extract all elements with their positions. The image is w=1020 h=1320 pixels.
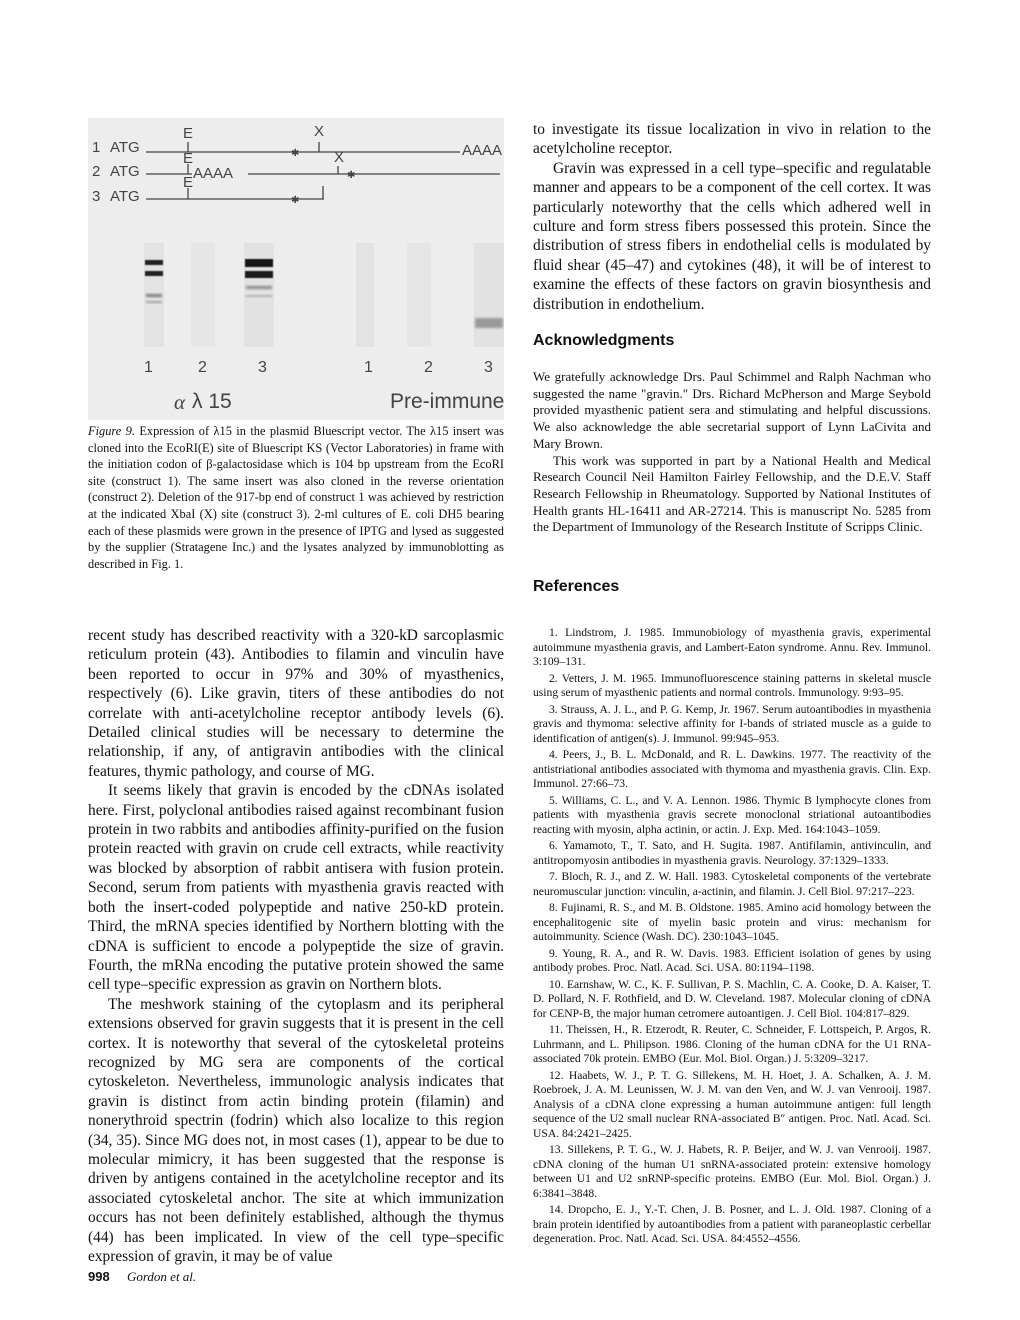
reference-item: 7. Bloch, R. J., and Z. W. Hall. 1983. Cytoskeletal components of the vertebrate neuromuscular junction: vinculin, a-actinin, and filamin. J. Cell Biol. 97:217–223. — [533, 870, 931, 898]
lane-preimmune-1 — [356, 243, 374, 347]
xbai-site-label: X — [334, 149, 345, 166]
acknowledgments-paragraph: This work was supported in part by a National Health and Medical Research Council Neil Hamilton Fairley Fellowship, and the D.E.V. Staff Research Fellowship in Rheumatology. Supported by National Institutes of Health grants HL-16411 and AR-27214. This is manuscript No. 5285 from the Department of Immunology of the Research Institute of Scripps Clinic. — [533, 452, 931, 535]
running-head: Gordon et al. — [126, 1269, 197, 1284]
right-column-body — [533, 120, 931, 314]
lane-2 — [191, 243, 215, 347]
cut-mark: ✱ — [291, 195, 300, 206]
panel-label-right: Pre-immune — [390, 390, 504, 413]
figure-caption-lead: Figure 9. — [88, 424, 135, 438]
reference-item: 9. Young, R. A., and R. W. Davis. 1983. Efficient isolation of genes by using antibody probes. Proc. Natl. Acad. Sci. USA. 80:1194–1198. — [533, 946, 931, 974]
figure-caption — [88, 423, 504, 572]
cut-mark: ✱ — [347, 170, 356, 181]
reference-item: 1. Lindstrom, J. 1985. Immunobiology of myasthenia gravis, experimental autoimmune myasthenia gravis, and Lambert-Eaton syndrome. Annu. Rev. Immunol. 3:109–131. — [533, 626, 931, 668]
lane-number: 2 — [424, 359, 433, 376]
reference-item: 5. Williams, C. L., and V. A. Lennon. 1986. Thymic B lymphocyte clones from patients with myasthenia gravis secrete monoclonal striational autoantibodies reacting with myosin, alpha actinin, or actin. J. Exp. Med. 164:1043–1059. — [533, 793, 931, 836]
acknowledgments-heading: Acknowledgments — [533, 332, 675, 349]
body-paragraph: recent study has described reactivity with a 320-kD sarcoplasmic reticulum protein (43). Antibodies to filamin and vinculin have been reported to occur in 97% and 30% of myasthenics, respectively (6). Like gravin, titers of these antibodies do not correlate with anti-acetylcholine receptor antibody levels (6). Detailed clinical studies will be necessary to determine the relationship, if any, of antigravin antibodies with the clinical features, thymic pathology, and course of MG. — [88, 627, 504, 780]
blot-lanes — [144, 243, 504, 347]
body-paragraph: The meshwork staining of the cytoplasm and its peripheral extensions observed for gravin suggests that it is present in the cell cortex. It is noteworthy that several of the cytoskeletal proteins recognized by MG sera are components of the cortical cytoskeleton. Nevertheless, immunologic analysis indicates that gravin is distinct from actin binding protein (filamin) and nonerythroid spectrin (fodrin) which also localize to this region (34, 35). Since MG does not, in most cases (1), appear to be due to molecular mimicry, it has been suggested that the response is driven by antigens contained in the acetylcholine receptor and its associated cytoskeletal anchor. The site at which immunization occurs has not been definitely established, although the thymus (44) has been implicated. In view of the cell type–specific expression of gravin, it may be of value — [88, 995, 504, 1265]
reference-item: 6. Yamamoto, T., T. Sato, and H. Sugita. 1987. Antifilamin, antivinculin, and antitropomyosin antibodies in myasthenia gravis. Neurology. 37:1329–1333. — [533, 839, 931, 867]
page-number: 998 — [88, 1269, 110, 1284]
reference-item: 3. Strauss, A. J. L., and P. G. Kemp, Jr. 1967. Serum autoantibodies in myasthenia gravis and thymoma: selective affinity for I-bands of striated muscle as a guide to identification of antigen(s). J. Immunol. 99:945–953. — [533, 702, 931, 745]
reference-item: 14. Dropcho, E. J., Y.-T. Chen, J. B. Posner, and L. J. Old. 1987. Cloning of a brain protein identified by autoantibodies from a patient with paraneoplastic cerbellar degeneration. Proc. Natl. Acad. Sci. USA. 84:4552–4556. — [533, 1203, 931, 1245]
body-paragraph: It seems likely that gravin is encoded by the cDNAs isolated here. First, polyclonal antibodies raised against recombinant fusion protein in two rabbits and antibodies affinity-purified on the fusion protein reacted with gravin on crude cell extracts, while reactivity was blocked by absorption of rabbit antisera with fusion protein. Second, serum from patients with myasthenia gravis reacted with both the insert-coded polypeptide and native 250-kD protein. Third, the mRNA species identified by Northern blotting with the cDNA is sufficient to encode a polypeptide the size of gravin. Fourth, the mRNa encoding the putative protein showed the same cell type–specific expression as gravin on Northern blots. — [88, 782, 504, 994]
page-footer — [88, 1269, 196, 1285]
reference-item: 11. Theissen, H., R. Etzerodt, R. Reuter, C. Schneider, F. Lottspeich, P. Argos, R. Luhrmann, and L. Philipson. 1986. Cloning of the human cDNA for the U1 RNA-associated 70k protein. EMBO (Eur. Mol. Biol. Organ.) J. 5:3209–3217. — [533, 1023, 931, 1065]
references-heading: References — [533, 578, 620, 595]
reference-item: 12. Haabets, W. J., P. T. G. Sillekens, M. H. Hoet, J. A. Schalken, A. J. M. Roebroek, J. A. M. Leunissen, W. J. M. van den Ven, and W. J. van Venrooij. 1987. Analysis of a cDNA clone expressing a human autoimmune antigen: full length sequence of the U2 small nuclear RNA-associated B″ antigen. Proc. Natl. Acad. Sci. USA. 84:2421–2425. — [533, 1068, 931, 1140]
acknowledgments-paragraph: We gratefully acknowledge Drs. Paul Schimmel and Ralph Nachman who suggested the name "gravin." Drs. Richard McPherson and Marge Seybold provided myasthenic patient sera and stimulating and helpful discussions. We also acknowledge the able secretarial support of Lynn LaCivita and Mary Brown. — [533, 369, 931, 451]
panel-label-left: λ 15 — [192, 390, 232, 413]
polya-label: AAAA — [462, 142, 503, 159]
construct-codon: ATG — [110, 139, 140, 156]
lane-number: 1 — [144, 359, 153, 376]
body-paragraph: Gravin was expressed in a cell type–specific and regulatable manner and appears to be a component of the cell cortex. It was particularly noteworthy that the cells which adhered well in culture and form stress fibers possessed this protein. Since the distribution of stress fibers in endothelial cells is modulated by fluid shear (45–47) and cytokines (48), it will be of interest to examine the effects of these factors on gravin biosynthesis and distribution in endothelium. — [533, 159, 931, 313]
lane-preimmune-2 — [407, 243, 431, 347]
lane-number: 3 — [484, 359, 493, 376]
reference-list — [533, 626, 931, 1249]
reference-item: 8. Fujinami, R. S., and M. B. Oldstone. 1985. Amino acid homology between the encephalitogenic site of myelin basic protein and virus: mechanism for autoimmunity. Science (Wash. DC). 230:1043–1045. — [533, 901, 931, 943]
reference-item: 13. Sillekens, P. T. G., W. J. Habets, R. P. Beijer, and W. J. van Venrooij. 1987. cDNA cloning of the human U1 snRNA-associated protein: extensive homology between U1 and U2 snRNP-specific proteins. EMBO (Eur. Mol. Biol. Organ.) J. 6:3841–3848. — [533, 1143, 931, 1200]
lane-number: 2 — [198, 359, 207, 376]
figure-9 — [88, 118, 504, 420]
reference-item: 2. Vetters, J. M. 1965. Immunofluorescence staining patterns in skeletal muscle using serum of myasthenic patients and normal controls. Immunology. 9:93–95. — [533, 671, 931, 699]
panel-label-prefix: α — [174, 390, 186, 414]
lane-number: 1 — [364, 359, 373, 376]
lane-preimmune-3 — [474, 243, 504, 347]
left-column-body — [88, 626, 504, 1266]
ecori-site-label: E — [183, 125, 194, 142]
construct-codon: ATG — [110, 163, 140, 180]
construct-number: 1 — [92, 139, 101, 156]
lane-number: 3 — [258, 359, 267, 376]
ecori-site-label: E — [183, 150, 194, 167]
construct-number: 2 — [92, 163, 101, 180]
polya-label: AAAA — [193, 165, 234, 182]
construct-codon: ATG — [110, 188, 140, 205]
xbai-site-label: X — [314, 123, 325, 140]
body-paragraph: to investigate its tissue localization in vivo in relation to the acetylcholine receptor. — [533, 121, 931, 158]
reference-item: 4. Peers, J., B. L. McDonald, and R. L. Dawkins. 1977. The reactivity of the antistriational antibodies associated with thymoma and myasthenia gravis. Clin. Exp. Immunol. 27:66–73. — [533, 748, 931, 790]
acknowledgments-body — [533, 369, 931, 536]
reference-item: 10. Earnshaw, W. C., K. F. Sullivan, P. S. Machlin, C. A. Cooke, D. A. Kaiser, T. D. Pollard, N. F. Rothfield, and D. W. Cleveland. 1987. Molecular cloning of cDNA for CENP-B, the major human cetromere autoantigen. J. Cell Biol. 104:817–829. — [533, 977, 931, 1020]
ecori-site-label: E — [183, 174, 194, 191]
construct-number: 3 — [92, 188, 101, 205]
cut-mark: ✱ — [291, 148, 300, 159]
figure-caption-text: Expression of λ15 in the plasmid Bluescript vector. The λ15 insert was cloned into the EcoRI(E) site of Bluescript KS (Vector Laboratories) in frame with the initiation codon of β-galactosidase which is 104 bp upstream from the EcoRI site (construct 1). The same insert was also cloned in the reverse orientation (construct 2). Deletion of the 917-bp end of construct 1 was achieved by restriction at the indicated XbaI (X) site (construct 3). 2-ml cultures of E. coli DH5 bearing each of these plasmids were grown in the presence of IPTG and lysed as suggested by the supplier (Stratagene Inc.) and the lysates analyzed by immunoblotting as described in Fig. 1. — [88, 424, 504, 571]
